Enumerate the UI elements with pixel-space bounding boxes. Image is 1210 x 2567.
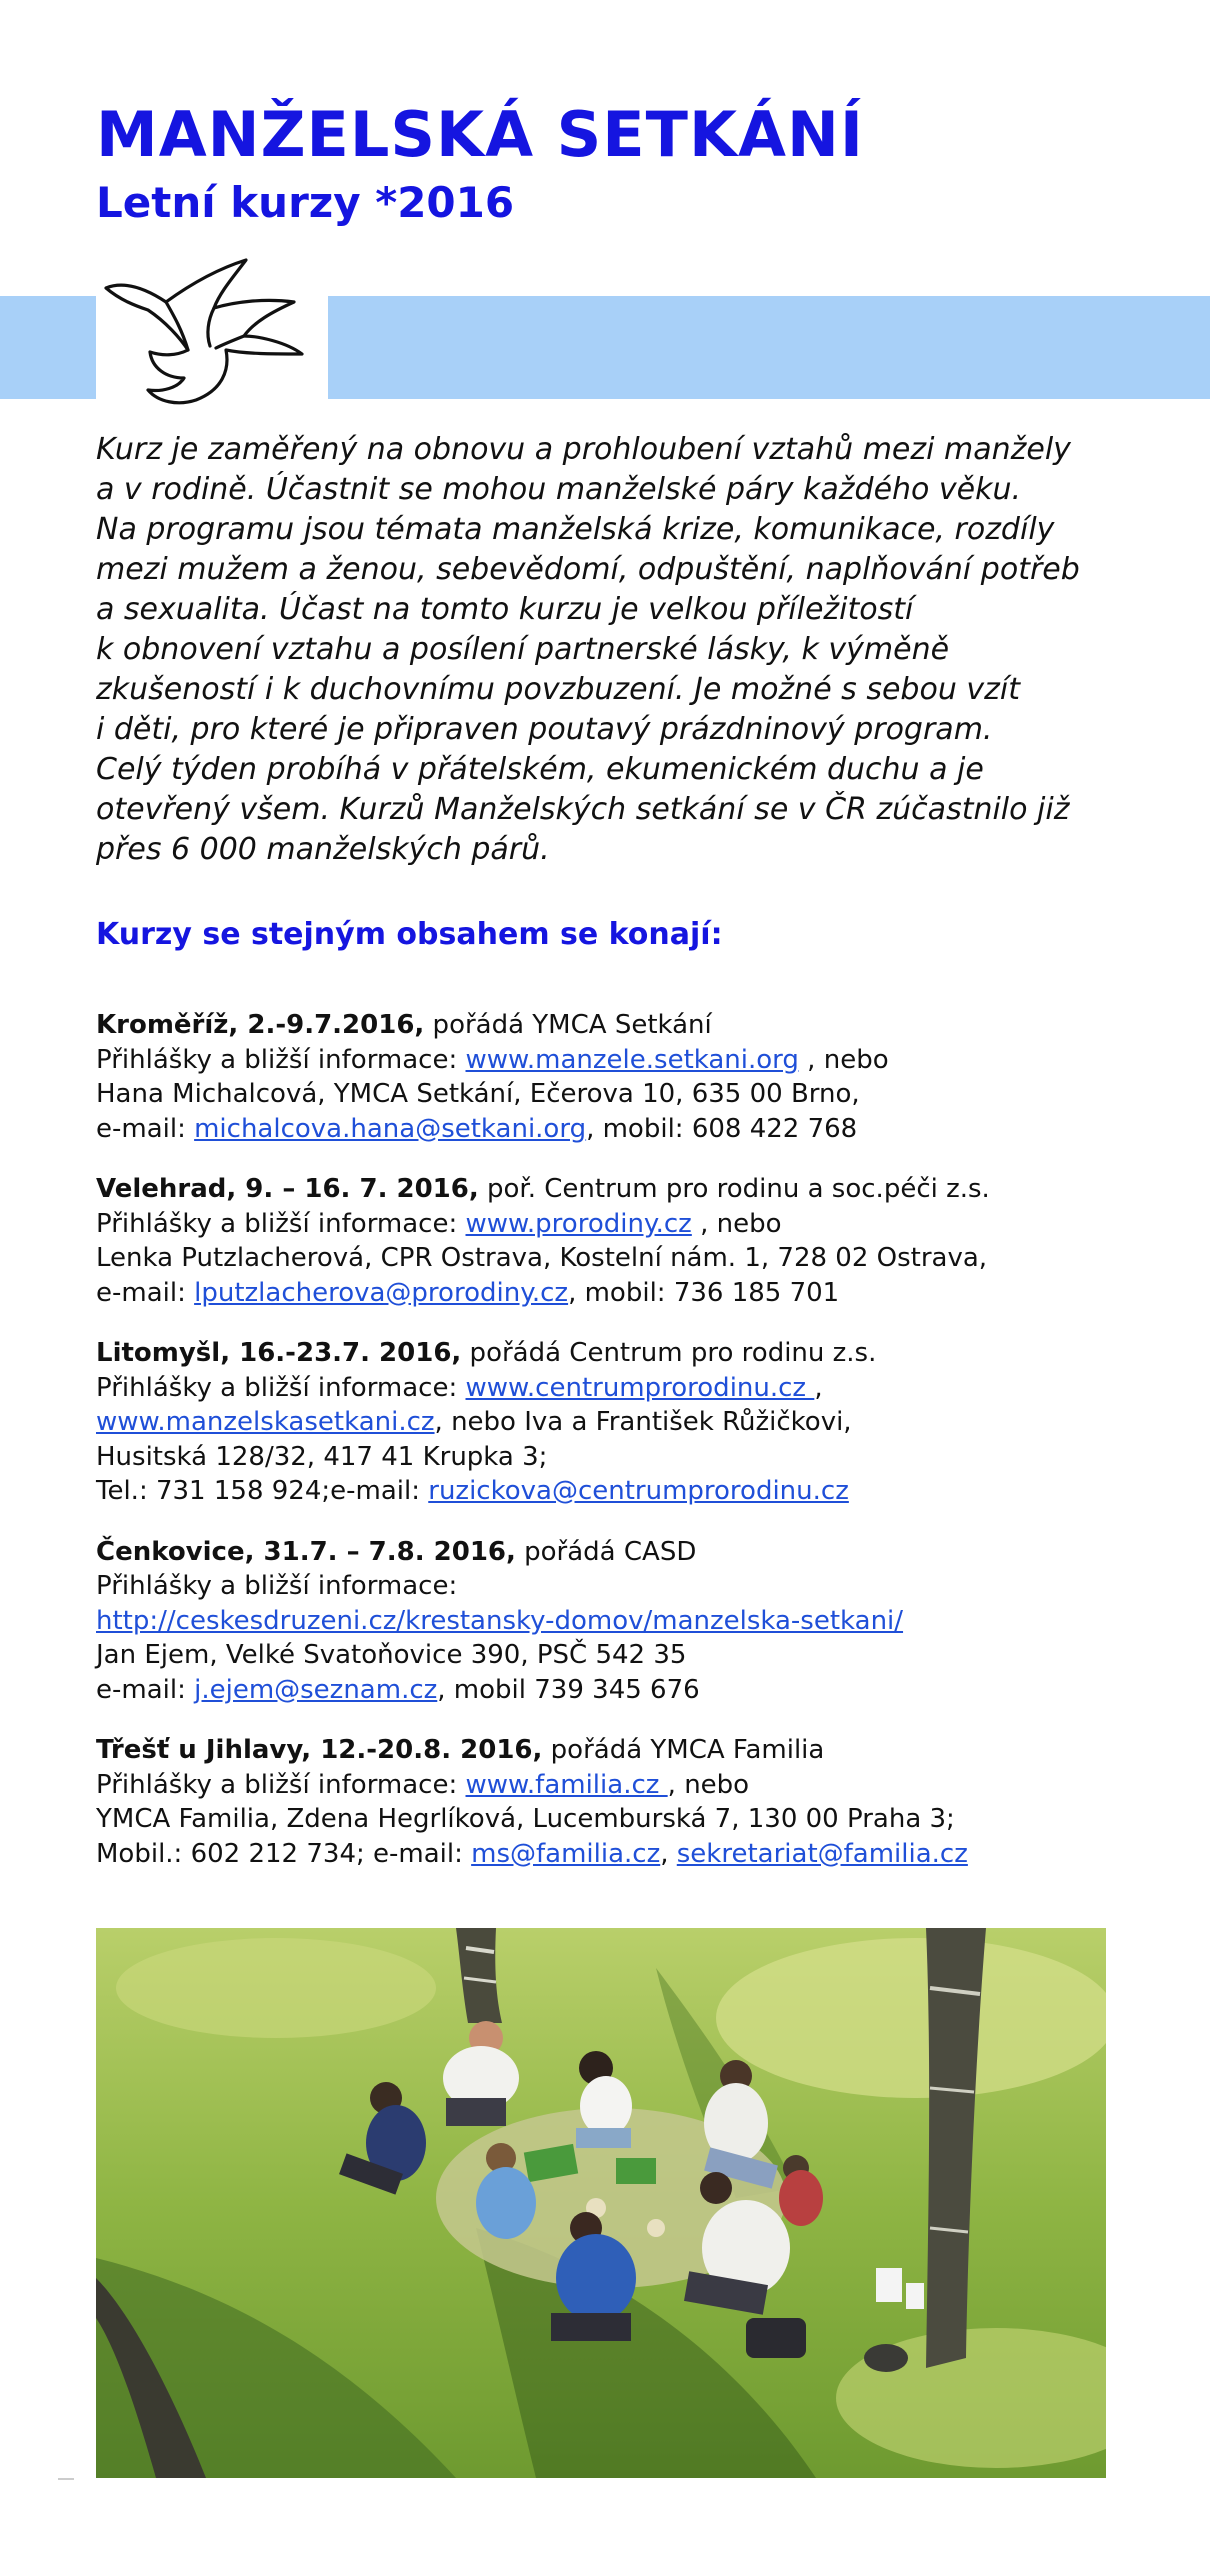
event-velehrad [96,1172,1156,1310]
event-organizer: pořádá YMCA Setkání [424,1010,712,1040]
dove-icon [96,250,328,418]
phone-text: , mobil 739 345 676 [437,1674,700,1705]
intro-line: k obnovení vztahu a posílení partnerské lásky, k výměně [96,632,950,667]
dove-logo [96,250,328,418]
text-fragment: , nebo [691,1208,782,1239]
page-title: MANŽELSKÁ SETKÁNÍ [96,98,864,171]
courses-heading: Kurzy se stejným obsahem se konají: [96,917,723,952]
intro-line: přes 6 000 manželských párů. [96,832,550,867]
intro-line: a v rodině. Účastnit se mohou manželské páry každého věku. [96,472,1022,507]
contact-address: Lenka Putzlacherová, CPR Ostrava, Kostelní nám. 1, 728 02 Ostrava, [96,1243,988,1273]
email-link[interactable]: lputzlacherova@prorodiny.cz [194,1277,569,1308]
email-label: Mobil.: 602 212 734; e-mail: [96,1838,472,1869]
email-link[interactable]: ruzickova@centrumprorodinu.cz [428,1476,849,1506]
email-label: e-mail: [96,1674,195,1705]
website-link[interactable]: www.centrumprorodinu.cz [465,1372,815,1403]
event-organizer: poř. Centrum pro rodinu a soc.péči z.s. [478,1174,990,1204]
event-cenkovice [96,1535,1156,1708]
intro-line: Celý týden probíhá v přátelském, ekumenickém duchu a je [96,752,984,787]
info-label: Přihlášky a bližší informace: [96,1372,466,1403]
family-picnic-photo [96,1928,1106,2478]
email-label: e-mail: [96,1277,195,1308]
email-link[interactable]: ms@familia.cz [471,1838,661,1869]
contact-address: Hana Michalcová, YMCA Setkání, Ečerova 10, 635 00 Brno, [96,1079,860,1109]
separator: , [660,1838,677,1869]
contact-address: Jan Ejem, Velké Svatoňovice 390, PSČ 542 35 [96,1640,687,1670]
email-link[interactable]: j.ejem@seznam.cz [194,1674,438,1705]
contact-address: YMCA Familia, Zdena Hegrlíková, Lucemburská 7, 130 00 Praha 3; [96,1804,955,1834]
info-label: Přihlášky a bližší informace: [96,1571,458,1601]
event-place: Litomyšl, 16.-23.7. 2016, [96,1338,462,1368]
website-link[interactable]: www.familia.cz [465,1769,668,1800]
info-label: Přihlášky a bližší informace: [96,1044,466,1075]
email-label: e-mail: [96,1113,195,1144]
intro-line: zkušeností i k duchovnímu povzbuzení. Je možné s sebou vzít [96,672,1020,707]
event-place: Třešť u Jihlavy, 12.-20.8. 2016, [96,1735,543,1765]
page-subtitle: Letní kurzy *2016 [96,178,515,227]
event-place: Čenkovice, 31.7. – 7.8. 2016, [96,1536,516,1567]
intro-line: otevřený všem. Kurzů Manželských setkání se v ČR zúčastnilo již [96,792,1070,827]
event-organizer: pořádá YMCA Familia [542,1735,825,1765]
intro-line: a sexualita. Účast na tomto kurzu je velkou příležitostí [96,592,914,627]
intro-line: i děti, pro které je připraven poutavý prázdninový program. [96,712,993,747]
website-link[interactable]: www.manzele.setkani.org [465,1044,799,1075]
event-organizer: pořádá Centrum pro rodinu z.s. [461,1338,877,1368]
event-kromeriz [96,1008,1156,1146]
intro-line: Kurz je zaměřený na obnovu a prohloubení vztahů mezi manžely [96,432,1071,467]
page-marker [58,2478,74,2480]
text-fragment: , [814,1372,823,1403]
contact-address: Husitská 128/32, 417 41 Krupka 3; [96,1441,548,1472]
text-fragment: , nebo [667,1769,750,1800]
info-label: Přihlášky a bližší informace: [96,1208,466,1239]
event-place: Velehrad, 9. – 16. 7. 2016, [96,1174,479,1204]
email-label: Tel.: 731 158 924;e-mail: [96,1476,429,1506]
event-organizer: pořádá CASD [515,1536,697,1567]
phone-text: , mobil: 608 422 768 [586,1113,858,1144]
email-link-2[interactable]: sekretariat@familia.cz [676,1838,968,1869]
website-link[interactable]: http://ceskesdruzeni.cz/krestansky-domov/manzelska-setkani/ [96,1605,904,1636]
event-litomysl [96,1336,1156,1509]
event-place: Kroměříž, 2.-9.7.2016, [96,1010,425,1040]
website-link[interactable]: www.prorodiny.cz [465,1208,692,1239]
email-link[interactable]: michalcova.hana@setkani.org [194,1113,587,1144]
contact-names: , nebo Iva a František Růžičkovi, [434,1407,852,1437]
events-list [96,1008,1156,1897]
text-fragment: , nebo [798,1044,889,1075]
phone-text: , mobil: 736 185 701 [568,1277,840,1308]
website-link-2[interactable]: www.manzelskasetkani.cz [96,1407,435,1437]
intro-text [96,430,1136,870]
info-label: Přihlášky a bližší informace: [96,1769,466,1800]
event-trest [96,1733,1156,1871]
intro-line: mezi mužem a ženou, sebevědomí, odpuštění, naplňování potřeb [96,552,1080,587]
intro-line: Na programu jsou témata manželská krize, komunikace, rozdíly [96,512,1055,547]
